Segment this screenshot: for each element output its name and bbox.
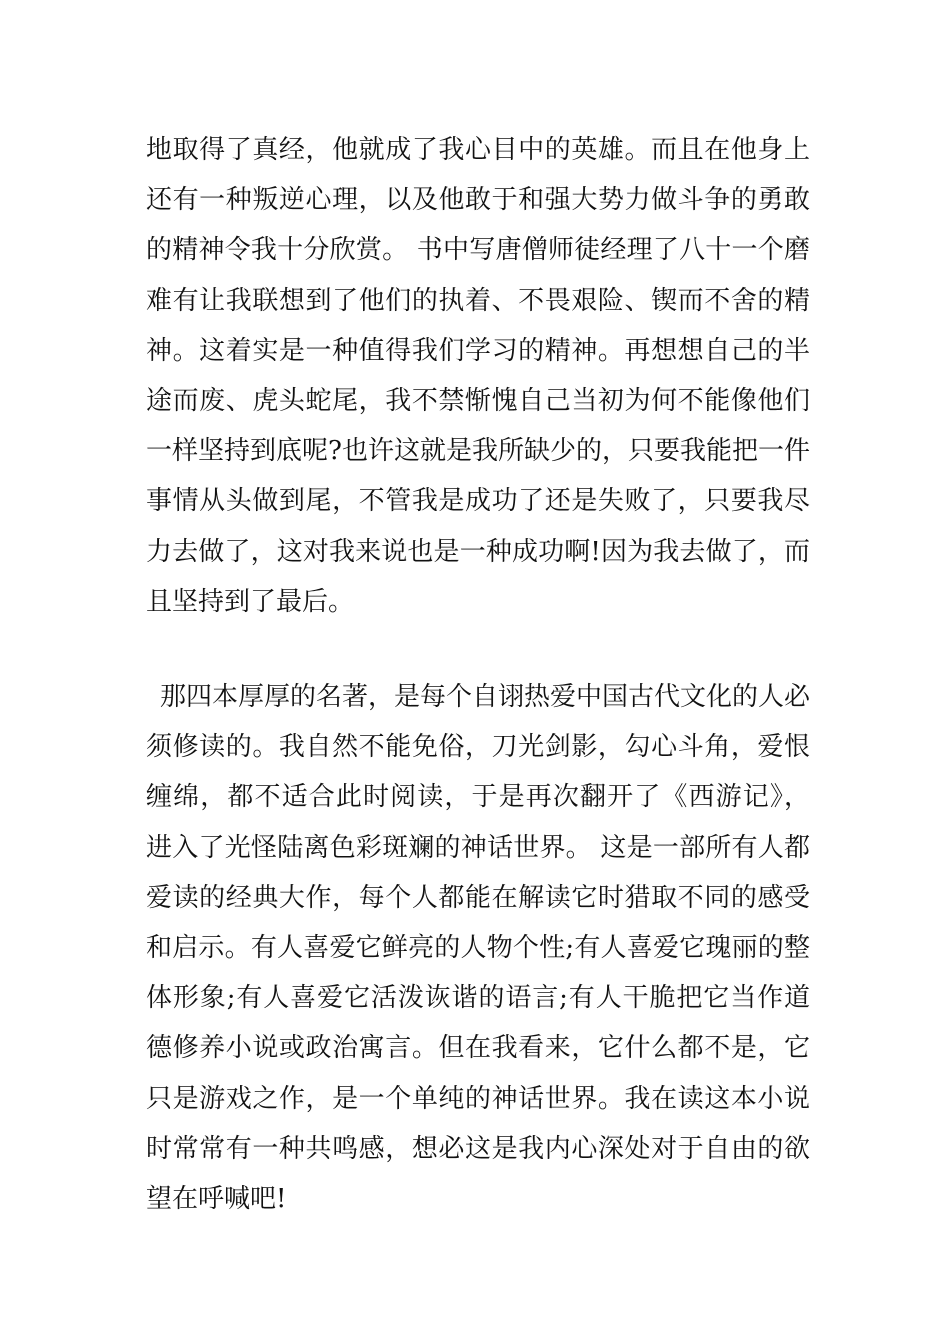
text-line bbox=[146, 376, 810, 426]
text-line bbox=[146, 225, 810, 275]
text-line-content: 只是游戏之作，是一个单纯的神话世界。我在读这本小说 bbox=[146, 1083, 810, 1114]
text-line bbox=[146, 923, 810, 973]
text-line bbox=[146, 1124, 810, 1174]
text-line-content: 那四本厚厚的名著，是每个自诩热爱中国古代文化的人必 bbox=[160, 682, 811, 712]
text-line bbox=[146, 326, 810, 376]
text-line bbox=[146, 873, 810, 923]
text-line bbox=[146, 125, 810, 175]
text-line bbox=[146, 772, 810, 822]
text-line-content: 难有让我联想到了他们的执着、不畏艰险、锲而不舍的精 bbox=[146, 285, 810, 316]
text-line bbox=[146, 175, 810, 225]
text-line-content: 望在呼喊吧! bbox=[146, 1183, 287, 1214]
text-line-content: 进入了光怪陆离色彩斑斓的神话世界。 这是一部所有人都 bbox=[146, 832, 810, 863]
text-line-content: 缠绵，都不适合此时阅读，于是再次翻开了《西游记》， bbox=[146, 782, 810, 813]
text-line-content: 时常常有一种共鸣感，想必这是我内心深处对于自由的欲 bbox=[146, 1133, 810, 1164]
text-line-content: 德修养小说或政治寓言。但在我看来，它什么都不是，它 bbox=[146, 1033, 810, 1064]
text-line bbox=[146, 276, 810, 326]
paragraph bbox=[146, 672, 810, 1224]
text-line bbox=[146, 527, 810, 577]
text-line-content: 事情从头做到尾，不管我是成功了还是失败了，只要我尽 bbox=[146, 486, 810, 517]
text-line bbox=[146, 1023, 810, 1073]
text-line-content: 的精神令我十分欣赏。 书中写唐僧师徒经理了八十一个磨 bbox=[146, 235, 810, 266]
text-line bbox=[146, 426, 810, 476]
text-line-content: 途而废、虎头蛇尾，我不禁惭愧自己当初为何不能像他们 bbox=[146, 385, 810, 416]
text-line-content: 神。这着实是一种值得我们学习的精神。再想想自己的半 bbox=[146, 335, 810, 366]
text-line-content: 体形象;有人喜爱它活泼诙谐的语言;有人干脆把它当作道 bbox=[146, 983, 810, 1014]
text-line-content: 一样坚持到底呢?也许这就是我所缺少的，只要我能把一件 bbox=[146, 436, 810, 467]
text-line bbox=[146, 577, 810, 627]
text-line-content: 须修读的。我自然不能免俗，刀光剑影，勾心斗角，爱恨 bbox=[146, 732, 810, 763]
paragraph bbox=[146, 125, 810, 627]
text-line-content: 和启示。有人喜爱它鲜亮的人物个性;有人喜爱它瑰丽的整 bbox=[146, 932, 810, 963]
text-line-content: 还有一种叛逆心理，以及他敢于和强大势力做斗争的勇敢 bbox=[146, 185, 810, 216]
text-line-content: 且坚持到了最后。 bbox=[146, 586, 355, 617]
text-line bbox=[146, 722, 810, 772]
text-line-content: 爱读的经典大作，每个人都能在解读它时猎取不同的感受 bbox=[146, 882, 810, 913]
text-line bbox=[146, 973, 810, 1023]
text-line bbox=[146, 1174, 810, 1224]
text-line bbox=[146, 476, 810, 526]
text-line bbox=[146, 1074, 810, 1124]
text-line bbox=[146, 672, 810, 722]
text-line bbox=[146, 823, 810, 873]
text-line-content: 地取得了真经，他就成了我心目中的英雄。而且在他身上 bbox=[146, 135, 810, 165]
text-line-content: 力去做了，这对我来说也是一种成功啊!因为我去做了，而 bbox=[146, 536, 810, 567]
